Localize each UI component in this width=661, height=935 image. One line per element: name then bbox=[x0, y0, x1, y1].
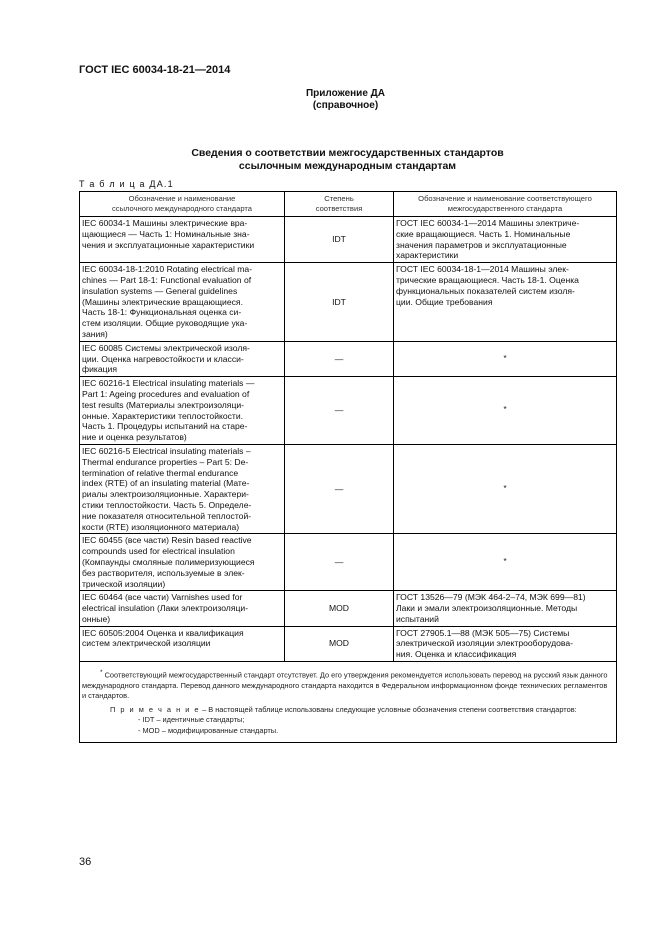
interstate-standard-cell: ГОСТ IEC 60034-18-1—2014 Машины элек- трические вращающиеся. Часть 18-1. Оценка функциональных показателей систем изоля- ции. Общие требования bbox=[394, 263, 617, 342]
section-title bbox=[0, 147, 661, 173]
degree-of-conformity-cell: MOD bbox=[285, 591, 394, 626]
table-note: П р и м е ч а н и е – В настоящей таблице использованы следующие условные обозначения степени соответствия стандартов: bbox=[110, 704, 577, 714]
international-standard-cell: IEC 60034-1 Машины электрические вра- щающиеся — Часть 1: Номинальные зна- чения и эксплуатационные характеристики bbox=[80, 217, 285, 263]
international-standard-cell: IEC 60085 Системы электрической изоля- ции. Оценка нагревостойкости и класси- фикация bbox=[80, 341, 285, 376]
international-standard-cell: IEC 60455 (все части) Resin based reactive compounds used for electrical insulation (Компаунды смоляные полимеризующиеся без растворителя, используемые в элек- трической изоляции) bbox=[80, 534, 285, 591]
interstate-standard-cell: ГОСТ IEC 60034-1—2014 Машины электриче- ские вращающиеся. Часть 1. Номинальные значения параметров и эксплуатационные характеристики bbox=[394, 217, 617, 263]
annex-title: Приложение ДА bbox=[305, 88, 386, 99]
table-header-row bbox=[80, 192, 617, 217]
page-number: 36 bbox=[79, 856, 92, 868]
interstate-standard-cell: * bbox=[394, 377, 617, 445]
header-international-standard: Обозначение и наименование ссылочного международного стандарта bbox=[80, 192, 285, 217]
note-item: - IDT – идентичные стандарты; bbox=[138, 715, 245, 725]
annex-heading bbox=[0, 88, 661, 112]
table-notes bbox=[80, 662, 617, 743]
table-row bbox=[80, 341, 617, 376]
interstate-standard-cell: ГОСТ 27905.1—88 (МЭК 505—75) Системы электрической изоляции электрооборудова- ния. Оценка и классификация bbox=[394, 626, 617, 661]
interstate-standard-cell: * bbox=[394, 444, 617, 533]
header-interstate-standard: Обозначение и наименование соответствующего межгосударственного стандарта bbox=[394, 192, 617, 217]
degree-of-conformity-cell: IDT bbox=[285, 217, 394, 263]
annex-subtitle: (справочное) bbox=[312, 100, 379, 111]
interstate-standard-cell: * bbox=[394, 341, 617, 376]
international-standard-cell: IEC 60505:2004 Оценка и квалификация систем электрической изоляции bbox=[80, 626, 285, 661]
header-degree: Степень соответствия bbox=[285, 192, 394, 217]
table-row bbox=[80, 263, 617, 342]
table-row bbox=[80, 217, 617, 263]
footnote: * Соответствующий межгосударственный стандарт отсутствует. До его утверждения рекомендуется использовать перевод на русский язык данного международного стандарта. Перевод данного международного стандарта находится в Федеральном информационном фонде технических регламентов и стандартов. bbox=[82, 669, 608, 701]
degree-of-conformity-cell: — bbox=[285, 534, 394, 591]
note-item: - MOD – модифицированные стандарты. bbox=[138, 725, 279, 735]
table-row bbox=[80, 444, 617, 533]
degree-of-conformity-cell: MOD bbox=[285, 626, 394, 661]
correspondence-table bbox=[79, 191, 617, 743]
section-title-line-1: Сведения о соответствии межгосударственных стандартов bbox=[191, 147, 504, 159]
interstate-standard-cell: * bbox=[394, 534, 617, 591]
document-header: ГОСТ IEC 60034-18-21—2014 bbox=[79, 64, 231, 76]
degree-of-conformity-cell: — bbox=[285, 341, 394, 376]
table-caption: Т а б л и ц а ДА.1 bbox=[79, 179, 174, 189]
international-standard-cell: IEC 60034-18-1:2010 Rotating electrical ma- chines — Part 18-1: Functional evaluation of insulation systems — General guidelines (Машины электрические вращающиеся. Часть 18-1: Функциональная оценка си- стем изоляции. Общие руководящие ука- зания) bbox=[80, 263, 285, 342]
international-standard-cell: IEC 60216-1 Electrical insulating materials — Part 1: Ageing procedures and evaluation of test results (Материалы электроизоляци- онные. Характеристики теплостойкости. Часть 1. Процедуры испытаний на старе- ние и оценка результатов) bbox=[80, 377, 285, 445]
section-title-line-2: ссылочным международным стандартам bbox=[238, 160, 457, 172]
interstate-standard-cell: ГОСТ 13526—79 (МЭК 464-2–74, МЭК 699—81) Лаки и эмали электроизоляционные. Методы испытаний bbox=[394, 591, 617, 626]
degree-of-conformity-cell: — bbox=[285, 377, 394, 445]
degree-of-conformity-cell: IDT bbox=[285, 263, 394, 342]
table-row bbox=[80, 626, 617, 661]
table-row bbox=[80, 591, 617, 626]
table-row bbox=[80, 534, 617, 591]
table-row bbox=[80, 377, 617, 445]
table-notes-row bbox=[80, 662, 617, 743]
international-standard-cell: IEC 60216-5 Electrical insulating materials – Thermal endurance properties – Part 5: De- termination of relative thermal endurance index (RTE) of an insulating material (Мате- риалы электроизоляционные. Характери- стики теплостойкости. Часть 5. Определе- ние показателя относительной теплостой- кости (RTE) изоляционного материала) bbox=[80, 444, 285, 533]
international-standard-cell: IEC 60464 (все части) Varnishes used for electrical insulation (Лаки электроизоляци- онные) bbox=[80, 591, 285, 626]
degree-of-conformity-cell: — bbox=[285, 444, 394, 533]
